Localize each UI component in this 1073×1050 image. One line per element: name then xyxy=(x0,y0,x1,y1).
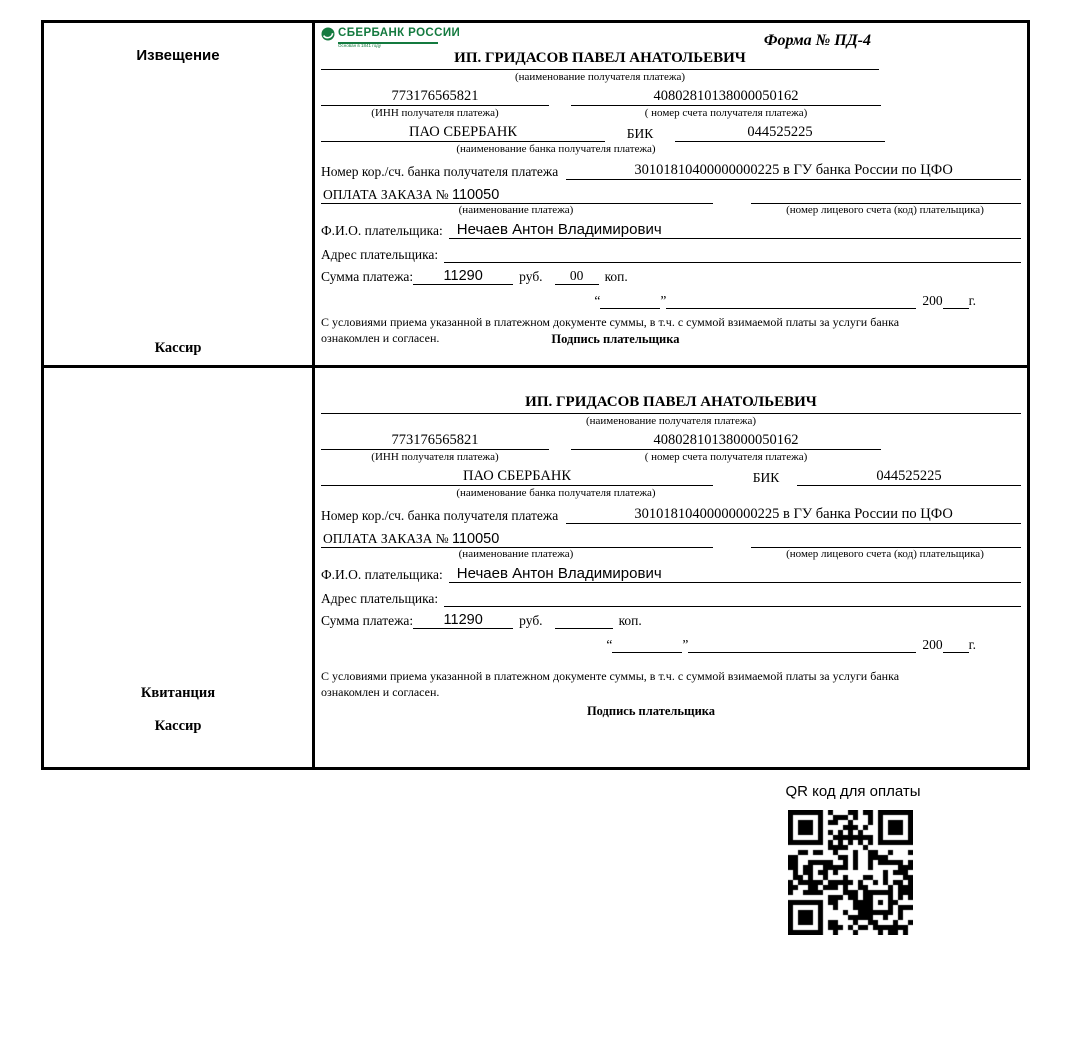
notice-header-row xyxy=(321,27,1021,49)
payment-purpose xyxy=(321,531,713,548)
year-prefix: 200 xyxy=(922,293,943,308)
form-box xyxy=(41,20,1030,770)
order-number-value: 110050 xyxy=(452,531,500,547)
payer-code-label: (номер лицевого счета (код) плательщика) xyxy=(786,204,984,216)
receipt-title: Квитанция xyxy=(140,685,216,701)
bik-label: БИК xyxy=(752,470,780,485)
notice-title: Извещение xyxy=(136,47,220,64)
recipient-name-label: (наименование получателя платежа) xyxy=(514,71,686,83)
bank-name-value: ПАО СБЕРБАНК xyxy=(321,124,605,142)
inn-label: (ИНН получателя платежа) xyxy=(371,451,499,463)
payer-code-blank-underline xyxy=(751,185,1021,204)
receipt-content xyxy=(315,368,1027,767)
year-suffix: г. xyxy=(968,637,976,652)
year-blank-underline xyxy=(943,652,969,653)
sum-kop-value xyxy=(555,628,613,629)
payment-purpose-prefix: ОПЛАТА ЗАКАЗА № xyxy=(323,531,449,546)
payment-purpose xyxy=(321,187,713,204)
notice-section xyxy=(44,23,1027,368)
terms-line1: С условиями приема указанной в платежном документе суммы, в т.ч. с суммой взимаемой платы за услуги банка xyxy=(321,315,900,329)
account-value: 40802810138000050162 xyxy=(571,432,881,450)
rub-label: руб. xyxy=(519,613,543,628)
date-quote-close: ” xyxy=(682,637,689,652)
payer-fio-label: Ф.И.О. плательщика: xyxy=(321,223,443,238)
sum-label: Сумма платежа: xyxy=(321,613,414,628)
order-number-value: 110050 xyxy=(452,187,500,203)
terms-line2: ознакомлен и согласен. xyxy=(321,331,440,346)
qr-caption: QR код для оплаты xyxy=(785,783,921,800)
sberbank-logo xyxy=(321,27,460,49)
sberbank-logo-text: СБЕРБАНК РОССИИ xyxy=(338,27,461,40)
inn-label: (ИНН получателя платежа) xyxy=(371,107,499,119)
account-label: ( номер счета получателя платежа) xyxy=(644,451,808,463)
payer-signature-label: Подпись плательщика xyxy=(551,331,680,346)
payer-address-blank-underline xyxy=(444,244,1021,263)
sum-kop-value: 00 xyxy=(555,268,599,285)
year-suffix: г. xyxy=(968,293,976,308)
kop-label: коп. xyxy=(604,269,628,284)
recipient-name: ИП. ГРИДАСОВ ПАВЕЛ АНАТОЛЬЕВИЧ xyxy=(321,50,879,70)
bank-name-label: (наименование банка получателя платежа) xyxy=(456,487,656,499)
year-blank-underline xyxy=(943,308,969,309)
terms-line1: С условиями приема указанной в платежном документе суммы, в т.ч. с суммой взимаемой платы за услуги банка xyxy=(321,669,900,683)
payer-code-label: (номер лицевого счета (код) плательщика) xyxy=(786,548,984,560)
date-month-blank-underline xyxy=(688,652,916,653)
payer-address-label: Адрес плательщика: xyxy=(321,591,439,606)
payer-fio-value: Нечаев Антон Владимирович xyxy=(449,565,1021,583)
bik-value: 044525225 xyxy=(675,124,885,142)
bank-name-label: (наименование банка получателя платежа) xyxy=(456,143,656,155)
payment-name-label: (наименование платежа) xyxy=(458,204,574,216)
corr-account-label: Номер кор./сч. банка получателя платежа xyxy=(321,508,559,523)
recipient-name: ИП. ГРИДАСОВ ПАВЕЛ АНАТОЛЬЕВИЧ xyxy=(321,394,1021,414)
rub-label: руб. xyxy=(519,269,543,284)
date-quote-close: ” xyxy=(660,293,667,308)
recipient-name-label: (наименование получателя платежа) xyxy=(585,415,757,427)
date-line xyxy=(321,637,1021,653)
date-month-blank-underline xyxy=(666,308,916,309)
receipt-left-column xyxy=(44,368,315,767)
qr-code-image xyxy=(788,810,913,935)
terms-block xyxy=(321,669,981,719)
date-day-blank-underline xyxy=(612,652,682,653)
sum-label: Сумма платежа: xyxy=(321,269,414,284)
bik-label: БИК xyxy=(626,126,654,141)
notice-left-column xyxy=(44,23,315,365)
corr-account-label: Номер кор./сч. банка получателя платежа xyxy=(321,164,559,179)
payment-purpose-prefix: ОПЛАТА ЗАКАЗА № xyxy=(323,187,449,202)
date-line xyxy=(321,293,1021,309)
sum-rub-value: 11290 xyxy=(413,612,513,629)
sum-rub-value: 11290 xyxy=(413,268,513,285)
sberbank-logo-icon xyxy=(321,27,335,41)
year-prefix: 200 xyxy=(922,637,943,652)
inn-value: 773176565821 xyxy=(321,88,549,106)
notice-content xyxy=(315,23,1027,365)
kop-label: коп. xyxy=(618,613,642,628)
terms-block xyxy=(321,315,981,347)
payer-fio-label: Ф.И.О. плательщика: xyxy=(321,567,443,582)
terms-line2: ознакомлен и согласен. xyxy=(321,684,440,699)
date-quote-open: “ xyxy=(606,637,613,652)
payment-name-label: (наименование платежа) xyxy=(458,548,574,560)
cashier-label: Кассир xyxy=(154,718,202,734)
payer-fio-value: Нечаев Антон Владимирович xyxy=(449,221,1021,239)
corr-account-value: 30101810400000000225 в ГУ банка России по ЦФО xyxy=(566,506,1021,524)
sberbank-logo-tagline: Основан в 1841 году xyxy=(338,42,438,49)
date-quote-open: “ xyxy=(594,293,601,308)
inn-value: 773176565821 xyxy=(321,432,549,450)
corr-account-value: 30101810400000000225 в ГУ банка России по ЦФО xyxy=(566,162,1021,180)
form-number: Форма № ПД-4 xyxy=(763,32,871,49)
bank-name-value: ПАО СБЕРБАНК xyxy=(321,468,713,486)
account-label: ( номер счета получателя платежа) xyxy=(644,107,808,119)
date-day-blank-underline xyxy=(600,308,660,309)
payer-signature-label: Подпись плательщика xyxy=(586,704,716,719)
payer-address-label: Адрес плательщика: xyxy=(321,247,439,262)
payer-address-blank-underline xyxy=(444,588,1021,607)
cashier-label: Кассир xyxy=(154,340,202,356)
payer-code-blank-underline xyxy=(751,529,1021,548)
bik-value: 044525225 xyxy=(797,468,1021,486)
receipt-section xyxy=(44,368,1027,767)
account-value: 40802810138000050162 xyxy=(571,88,881,106)
